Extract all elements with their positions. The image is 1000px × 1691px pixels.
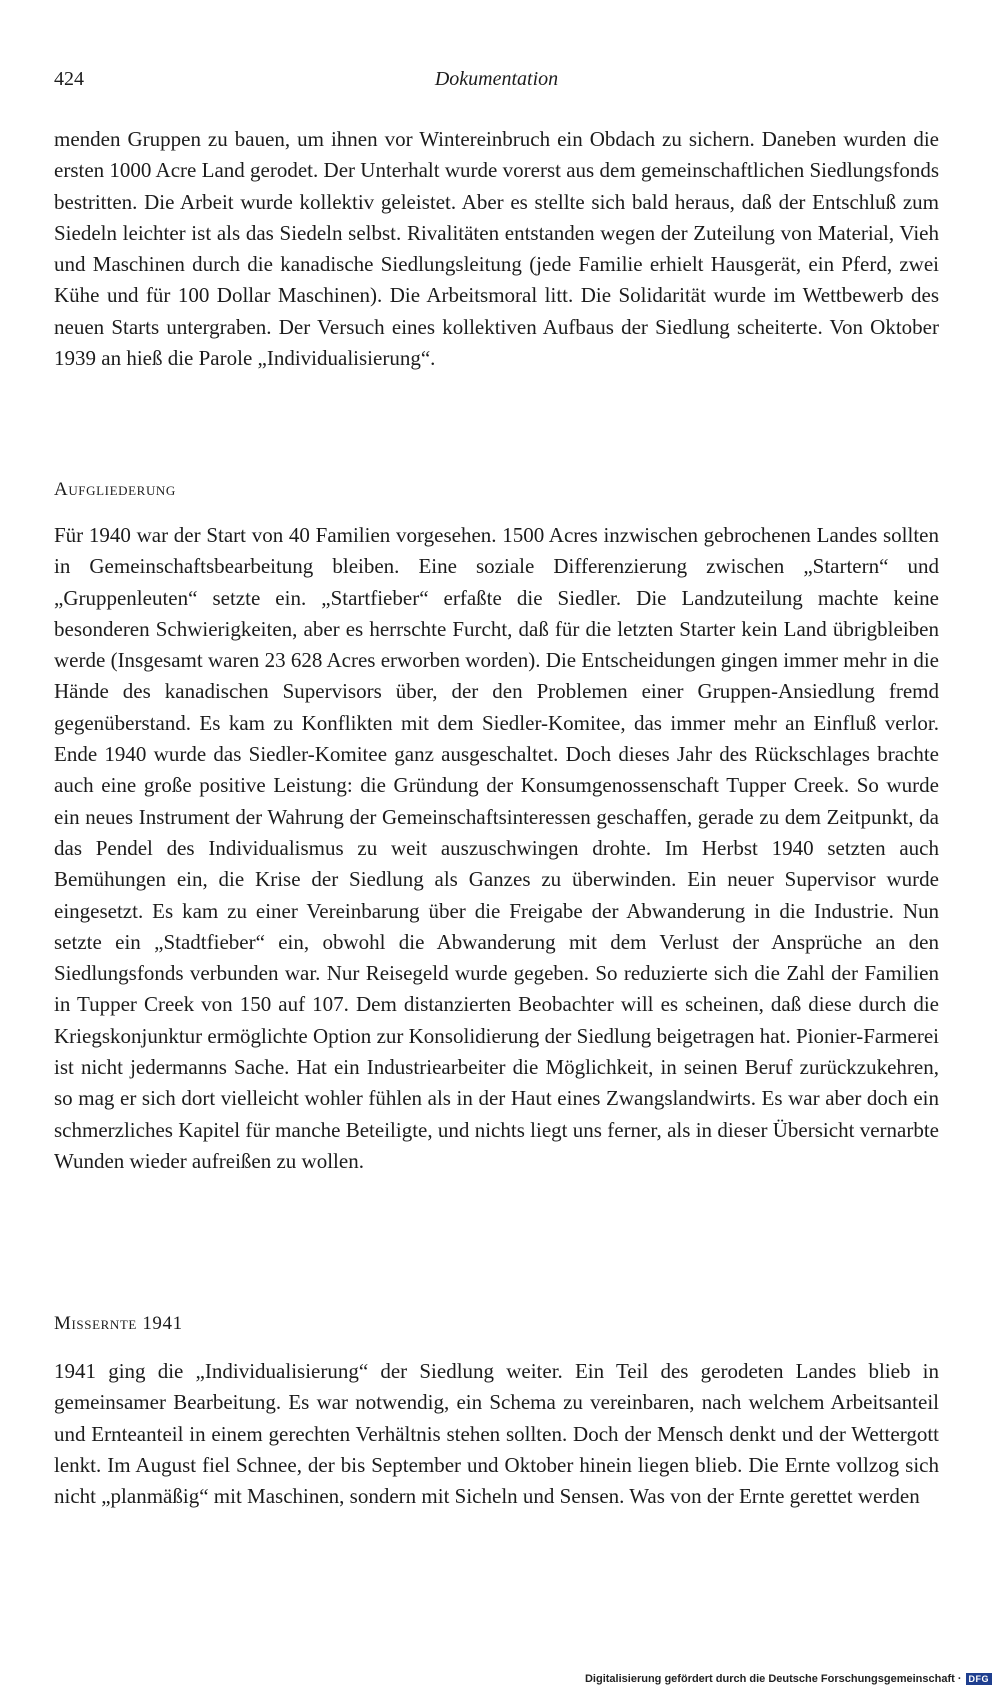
page-number: 424 [54, 68, 84, 90]
paragraph-text: Für 1940 war der Start von 40 Familien vorgesehen. 1500 Acres inzwischen gebrochenen Landes sollten in Gemeinschaftsbearbeitung bleiben. Eine soziale Differenzierung zwischen „Startern“ und „Gruppenleuten“ setzte ein. „Startfieber“ erfaßte die Siedler. Die Landzuteilung machte keine besonderen Schwierigkeiten, aber es herrschte Furcht, daß für die letzten Starter kein Land übrigbleiben werde (Insgesamt waren 23 628 Acres erworben worden). Die Entscheidungen gingen immer mehr in die Hände des kanadischen Supervisors über, der den Problemen einer Gruppen-Ansiedlung fremd gegenüberstand. Es kam zu Konflikten mit dem Siedler-Komitee, das immer mehr an Einfluß verlor. Ende 1940 wurde das Siedler-Komitee ganz ausgeschaltet. Doch dieses Jahr des Rückschlages brachte auch eine große positive Leistung: die Gründung der Konsumgenossenschaft Tupper Creek. So wurde ein neues Instrument der Wahrung der Gemeinschaftsinteressen geschaffen, gerade zu dem Zeitpunkt, da das Pendel des Individualismus zu weit auszuschwingen drohte. Im Herbst 1940 setzten auch Bemühungen ein, die Krise der Siedlung als Ganzes zu überwinden. Ein neuer Supervisor wurde eingesetzt. Es kam zu einer Vereinbarung über die Freigabe der Abwanderung in die Industrie. Nun setzte ein „Stadtfieber“ ein, obwohl die Abwanderung mit dem Verlust der Ansprüche an den Siedlungsfonds verbunden war. Nur Reisegeld wurde gegeben. So reduzierte sich die Zahl der Familien in Tupper Creek von 150 auf 107. Dem distanzierten Beobachter will es scheinen, daß diese durch die Kriegskonjunktur ermöglichte Option zur Konsolidierung der Siedlung beigetragen hat. Pionier-Farmerei ist nicht jedermanns Sache. Hat ein Industriearbeiter die Möglichkeit, in seinen Beruf zurückzukehren, so mag er sich dort vielleicht wohler fühlen als in der Haut eines Zwangslandwirts. Es war aber doch ein schmerzliches Kapitel für manche Beteiligte, und nichts liegt uns ferner, als in dieser Übersicht vernarbte Wunden wieder aufreißen zu wollen. [54, 523, 939, 1173]
digitization-footer [585, 1673, 992, 1685]
dfg-logo-icon: DFG [966, 1673, 993, 1685]
section-heading-aufgliederung: Aufgliederung [54, 479, 176, 500]
paragraph-text: 1941 ging die „Individualisierung“ der Siedlung weiter. Ein Teil des gerodeten Landes blieb in gemeinsamer Bearbeitung. Es war notwendig, ein Schema zu vereinbaren, nach welchem Arbeitsanteil und Ernteanteil in einem gerechten Verhältnis stehen sollten. Doch der Mensch denkt und der Wettergott lenkt. Im August fiel Schnee, der bis September und Oktober hinein liegen blieb. Die Ernte vollzog sich nicht „planmäßig“ mit Maschinen, sondern mit Sicheln und Sensen. Was von der Ernte gerettet werden [54, 1359, 939, 1509]
running-title: Dokumentation [434, 68, 559, 90]
body-paragraph-1 [54, 124, 939, 374]
footer-credit: Digitalisierung gefördert durch die Deutsche Forschungsgemeinschaft · [584, 1673, 962, 1685]
body-paragraph-3 [54, 1356, 939, 1512]
page-header [54, 68, 939, 98]
body-paragraph-2 [54, 520, 939, 1177]
section-heading-missernte: Missernte 1941 [54, 1313, 183, 1334]
paragraph-text: menden Gruppen zu bauen, um ihnen vor Wintereinbruch ein Obdach zu sichern. Daneben wurden die ersten 1000 Acre Land gerodet. Der Unterhalt wurde vorerst aus dem gemeinschaftlichen Siedlungsfonds bestritten. Die Arbeit wurde kollektiv geleistet. Aber es stellte sich bald heraus, daß der Entschluß zum Siedeln leichter ist als das Siedeln selbst. Rivalitäten entstanden wegen der Zuteilung von Material, Vieh und Maschinen durch die kanadische Siedlungsleitung (jede Familie erhielt Hausgerät, ein Pferd, zwei Kühe und für 100 Dollar Maschinen). Die Arbeitsmoral litt. Die Solidarität wurde im Wettbewerb des neuen Starts untergraben. Der Versuch eines kollektiven Aufbaus der Siedlung scheiterte. Von Oktober 1939 an hieß die Parole „Individualisierung“. [54, 127, 939, 371]
